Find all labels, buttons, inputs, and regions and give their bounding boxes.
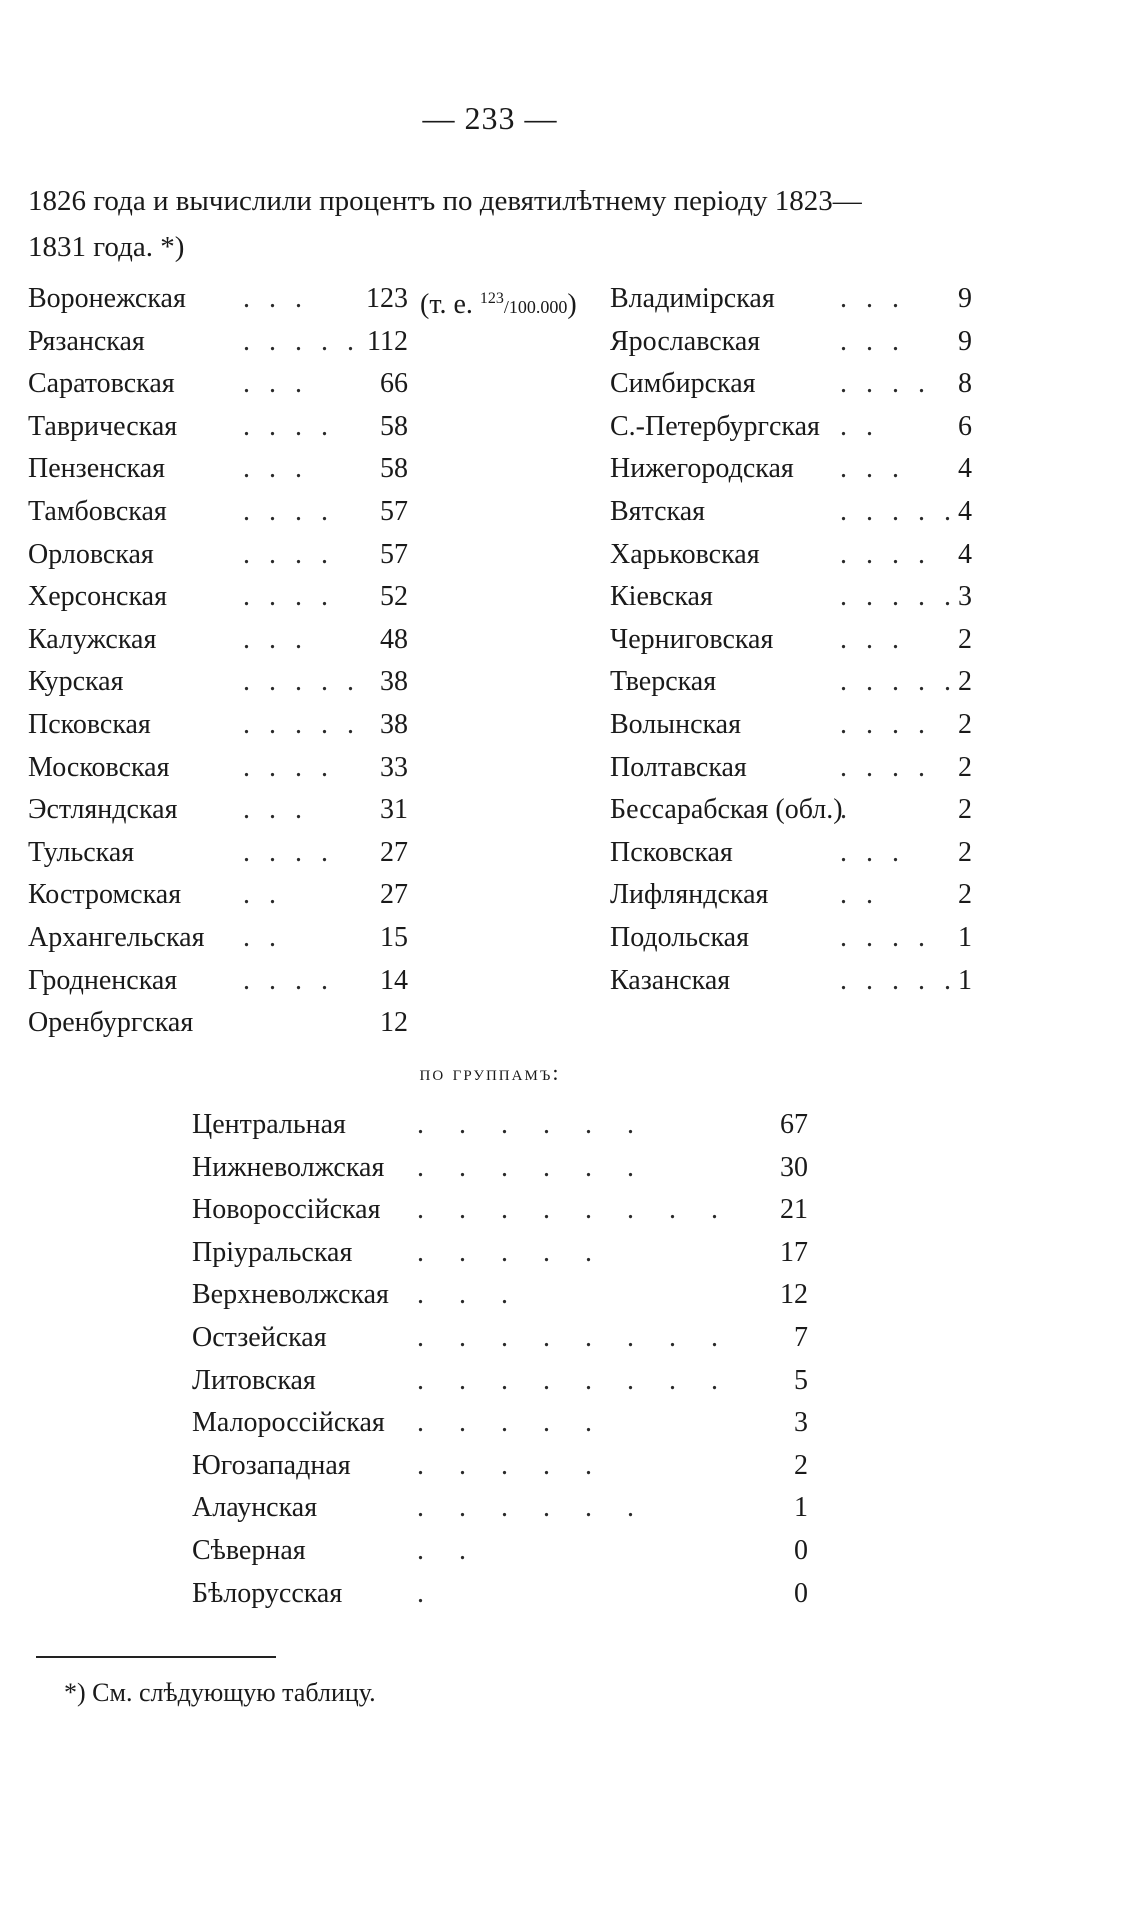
footnote: *) См. слѣдующую таблицу. xyxy=(64,1678,376,1707)
row-value: 57 xyxy=(380,495,408,527)
leader-dots: . . . . . . xyxy=(417,1109,648,1140)
row-label: Псковская xyxy=(28,708,151,740)
row-label: Казанская xyxy=(610,964,731,996)
row-label: Пензенская xyxy=(28,453,166,485)
province-row xyxy=(610,448,970,491)
leader-dots: . . . xyxy=(417,1279,522,1311)
row-value: 2 xyxy=(958,751,972,783)
leader-dots: . . . . . xyxy=(243,666,360,698)
row-value: 4 xyxy=(958,495,972,527)
row-value: 0 xyxy=(794,1534,808,1566)
leader-dots: . . . . . . . . xyxy=(417,1194,732,1226)
group-row xyxy=(192,1360,822,1403)
leader-dots: . . . xyxy=(243,453,308,485)
row-label: Херсонская xyxy=(28,581,167,613)
row-value: 123 xyxy=(366,283,408,314)
intro-line: 1831 года. *) xyxy=(28,231,185,263)
row-label: Лифляндская xyxy=(610,879,769,911)
row-label: Псковская xyxy=(610,836,733,868)
province-row xyxy=(610,363,970,406)
row-value: 2 xyxy=(958,879,972,911)
row-label: Тверская xyxy=(610,666,717,698)
row-value: 38 xyxy=(380,666,408,698)
leader-dots: . . . . xyxy=(243,538,334,570)
row-label: Черниговская xyxy=(610,623,774,655)
leader-dots: . . . xyxy=(243,283,308,314)
province-row xyxy=(28,278,608,321)
province-row xyxy=(28,406,608,449)
row-value: 38 xyxy=(380,708,408,740)
row-value: 27 xyxy=(380,879,408,911)
row-value: 30 xyxy=(780,1151,808,1183)
leader-dots: . . . . . xyxy=(840,964,957,996)
province-row xyxy=(28,448,608,491)
row-value: 14 xyxy=(380,964,408,996)
row-value: 9 xyxy=(958,325,972,357)
row-label: Ярославская xyxy=(610,325,761,357)
row-label: Полтавская xyxy=(610,751,747,783)
row-value: 3 xyxy=(794,1407,808,1439)
leader-dots: . . . . . . . . xyxy=(417,1321,732,1353)
leader-dots: . . . xyxy=(840,325,905,357)
leader-dots: . . . . . xyxy=(840,495,957,527)
leader-dots: . . . . xyxy=(840,538,931,570)
province-row xyxy=(610,704,970,747)
row-label: Калужская xyxy=(28,623,157,655)
provinces-left-column xyxy=(28,278,608,1045)
row-label: Владимірская xyxy=(610,283,775,314)
leader-dots: . . . . xyxy=(243,581,334,613)
row-label: Верхневолжская xyxy=(192,1279,389,1311)
row-label: Таврическая xyxy=(28,410,178,442)
province-row xyxy=(28,576,608,619)
row-value: 2 xyxy=(958,794,972,826)
group-row xyxy=(192,1445,822,1488)
leader-dots: . . . . . . . . xyxy=(417,1364,732,1396)
leader-dots: . . xyxy=(417,1534,480,1566)
leader-dots: . xyxy=(417,1577,438,1609)
province-row xyxy=(610,832,970,875)
groups-table xyxy=(192,1104,822,1615)
province-row xyxy=(610,789,970,832)
province-row xyxy=(28,321,608,364)
row-label: Воронежская xyxy=(28,283,186,314)
row-value: 17 xyxy=(780,1236,808,1268)
groups-heading: по группамъ: xyxy=(419,1060,561,1085)
province-row xyxy=(28,832,608,875)
province-row xyxy=(28,874,608,917)
row-value: 112 xyxy=(367,325,408,357)
row-value: 1 xyxy=(958,964,972,996)
group-row xyxy=(192,1487,822,1530)
row-value: 2 xyxy=(958,623,972,655)
row-value: 2 xyxy=(958,666,972,698)
row-label: Харьковская xyxy=(610,538,760,570)
row-value: 66 xyxy=(380,368,408,400)
row-label: Орловская xyxy=(28,538,154,570)
intro-line: 1826 года и вычислили процентъ по девятилѣтнему періоду 1823— xyxy=(28,185,862,217)
province-row xyxy=(28,661,608,704)
leader-dots: . xyxy=(840,794,853,826)
row-value: 0 xyxy=(794,1577,808,1609)
row-label: Оренбургская xyxy=(28,1007,194,1039)
row-label: Волынская xyxy=(610,708,741,740)
row-label: Пріуральская xyxy=(192,1236,353,1268)
row-value: 58 xyxy=(380,410,408,442)
row-value: 3 xyxy=(958,581,972,613)
row-value: 2 xyxy=(794,1449,808,1481)
note-denominator: /100.000 xyxy=(503,297,568,317)
row-label: Сѣверная xyxy=(192,1534,306,1566)
leader-dots: . . . . . xyxy=(840,666,957,698)
row-label: Московская xyxy=(28,751,170,783)
leader-dots: . . . . . xyxy=(417,1407,606,1439)
province-row xyxy=(610,874,970,917)
row-label: С.-Петербургская xyxy=(610,410,820,442)
province-row xyxy=(610,534,970,577)
row-label: Нижневолжская xyxy=(192,1151,385,1183)
row-value: 57 xyxy=(380,538,408,570)
row-label: Малороссійская xyxy=(192,1407,385,1439)
row-value: 5 xyxy=(794,1364,808,1396)
page-number: — 233 — xyxy=(422,100,558,136)
leader-dots: . . . xyxy=(243,623,308,655)
row-value: 12 xyxy=(380,1007,408,1039)
row-value: 12 xyxy=(780,1279,808,1311)
group-row xyxy=(192,1104,822,1147)
row-label: Бѣлорусская xyxy=(192,1577,343,1609)
province-row xyxy=(28,363,608,406)
row-label: Центральная xyxy=(192,1109,346,1140)
row-value: 6 xyxy=(958,410,972,442)
province-row xyxy=(610,576,970,619)
row-label: Курская xyxy=(28,666,124,698)
group-row xyxy=(192,1573,822,1616)
leader-dots: . . . . . xyxy=(243,325,360,357)
province-row xyxy=(610,917,970,960)
leader-dots: . . . . . . xyxy=(417,1492,648,1524)
province-row xyxy=(610,321,970,364)
leader-dots: . . . xyxy=(840,623,905,655)
leader-dots: . . . . xyxy=(243,410,334,442)
province-row xyxy=(28,619,608,662)
row-label: Бессарабская (обл.) xyxy=(610,794,843,826)
province-row xyxy=(610,661,970,704)
leader-dots: . . . . xyxy=(840,368,931,400)
intro-paragraph xyxy=(28,178,968,270)
row-value: 27 xyxy=(380,836,408,868)
leader-dots: . . . . xyxy=(243,495,334,527)
row-label: Подольская xyxy=(610,921,749,953)
row-value: 31 xyxy=(380,794,408,826)
row-label: Вятская xyxy=(610,495,706,527)
row-label: Кіевская xyxy=(610,581,713,613)
province-row xyxy=(28,704,608,747)
group-row xyxy=(192,1402,822,1445)
row-value: 58 xyxy=(380,453,408,485)
leader-dots: . . . . . xyxy=(417,1236,606,1268)
row-label: Симбирская xyxy=(610,368,756,400)
province-row xyxy=(28,917,608,960)
row-value: 9 xyxy=(958,283,972,314)
group-row xyxy=(192,1232,822,1275)
row-label: Саратовская xyxy=(28,368,175,400)
leader-dots: . . xyxy=(840,410,879,442)
provinces-right-column xyxy=(610,278,970,1002)
row-value: 21 xyxy=(780,1194,808,1226)
note-suffix: ) xyxy=(567,289,577,320)
province-row xyxy=(28,960,608,1003)
group-row xyxy=(192,1317,822,1360)
leader-dots: . . . . . xyxy=(840,581,957,613)
leader-dots: . . xyxy=(840,879,879,911)
row-label: Костромская xyxy=(28,879,182,911)
leader-dots: . . xyxy=(243,879,282,911)
leader-dots: . . . . xyxy=(840,751,931,783)
leader-dots: . . . xyxy=(840,453,905,485)
row-value: 8 xyxy=(958,368,972,400)
group-row xyxy=(192,1274,822,1317)
row-value: 33 xyxy=(380,751,408,783)
row-value: 52 xyxy=(380,581,408,613)
province-row xyxy=(28,747,608,790)
province-row xyxy=(28,1002,608,1045)
row-label: Архангельская xyxy=(28,921,205,953)
province-row xyxy=(28,534,608,577)
row-value: 1 xyxy=(958,921,972,953)
province-row xyxy=(610,406,970,449)
leader-dots: . . . . . xyxy=(417,1449,606,1481)
province-row xyxy=(28,491,608,534)
row-label: Эстляндская xyxy=(28,794,178,826)
group-row xyxy=(192,1147,822,1190)
row-value: 67 xyxy=(780,1109,808,1140)
province-row xyxy=(610,960,970,1003)
leader-dots: . . . xyxy=(243,368,308,400)
leader-dots: . . . . xyxy=(243,964,334,996)
leader-dots: . . . . xyxy=(243,751,334,783)
group-row xyxy=(192,1530,822,1573)
row-label: Нижегородская xyxy=(610,453,794,485)
row-label: Югозападная xyxy=(192,1449,351,1481)
note-numerator: 123 xyxy=(479,290,504,307)
row-value: 4 xyxy=(958,453,972,485)
row-label: Тульская xyxy=(28,836,135,868)
province-row xyxy=(610,747,970,790)
row-label: Гродненская xyxy=(28,964,178,996)
row-label: Тамбовская xyxy=(28,495,167,527)
leader-dots: . . . . xyxy=(243,836,334,868)
leader-dots: . . . . xyxy=(840,708,931,740)
row-value: 4 xyxy=(958,538,972,570)
group-row xyxy=(192,1189,822,1232)
row-label: Алаунская xyxy=(192,1492,318,1524)
province-row xyxy=(28,789,608,832)
leader-dots: . . . . . . xyxy=(417,1151,648,1183)
row-value: 1 xyxy=(794,1492,808,1524)
row-value: 2 xyxy=(958,836,972,868)
row-value: 15 xyxy=(380,921,408,953)
leader-dots: . . . xyxy=(840,836,905,868)
note-prefix: (т. е. xyxy=(420,289,480,320)
leader-dots: . . . . xyxy=(840,921,931,953)
row-value: 2 xyxy=(958,708,972,740)
leader-dots: . . . xyxy=(243,794,308,826)
row-label: Новороссійская xyxy=(192,1194,381,1226)
row-label: Рязанская xyxy=(28,325,145,357)
leader-dots: . . . . . xyxy=(243,708,360,740)
row-value: 7 xyxy=(794,1321,808,1353)
province-row xyxy=(610,278,970,321)
row-label: Остзейская xyxy=(192,1321,327,1353)
row-value: 48 xyxy=(380,623,408,655)
province-row xyxy=(610,619,970,662)
row-label: Литовская xyxy=(192,1364,316,1396)
footnote-rule xyxy=(36,1656,276,1658)
province-row xyxy=(610,491,970,534)
leader-dots: . . xyxy=(243,921,282,953)
leader-dots: . . . xyxy=(840,283,905,314)
